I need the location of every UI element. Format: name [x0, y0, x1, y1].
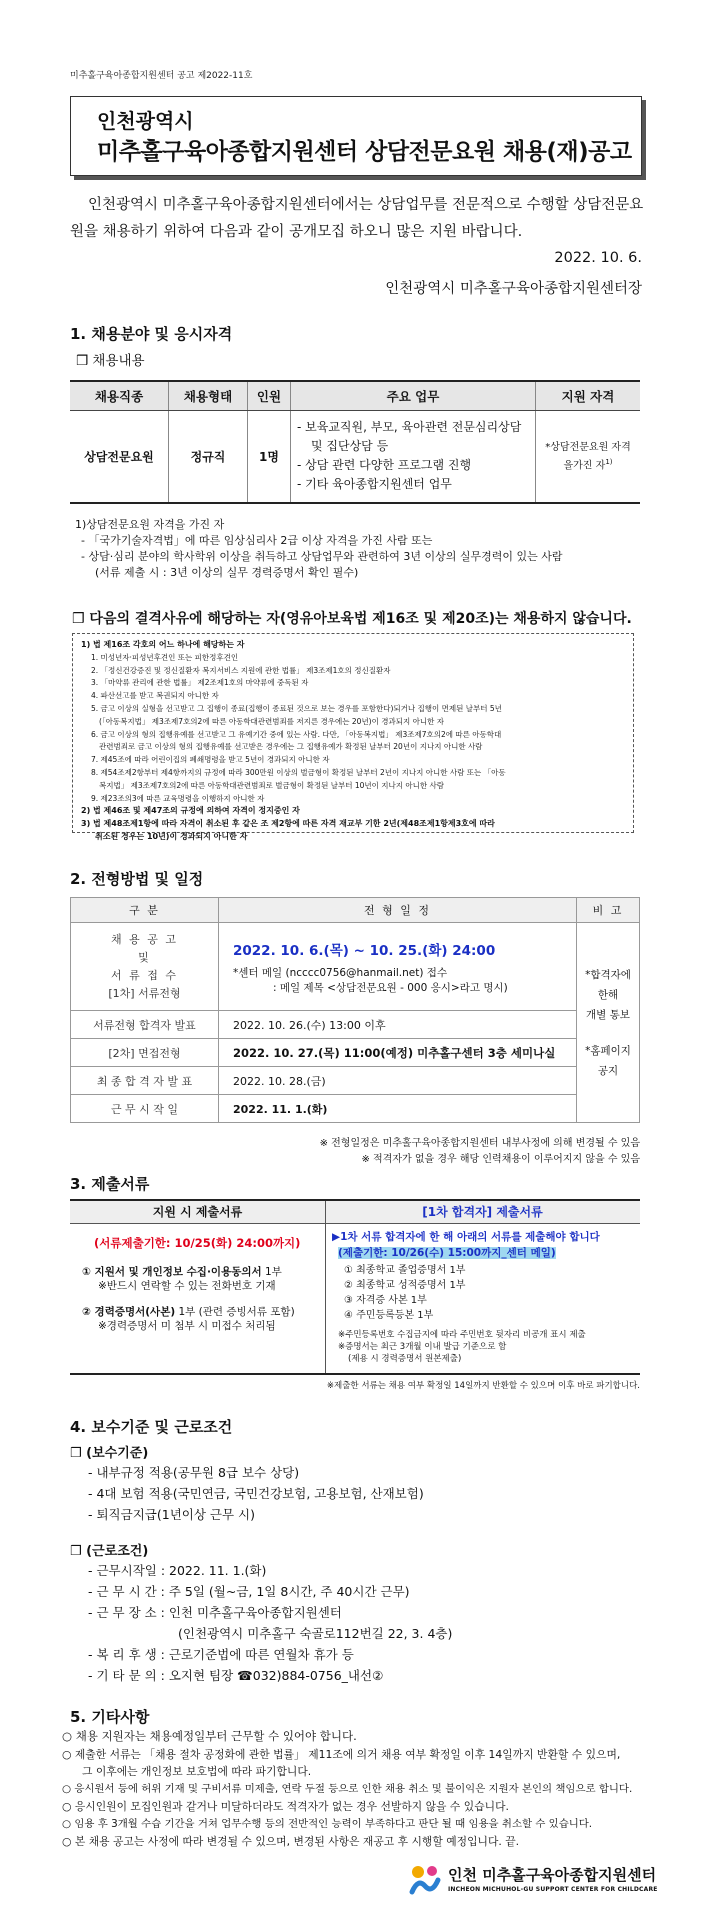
note-line: 1)상담전문요원 자격을 가진 자: [75, 518, 225, 531]
col-header: 비 고: [577, 898, 640, 923]
schedule-table: [70, 897, 640, 1123]
disq-line: 9. 제23조의3에 따른 교육명령을 이행하지 아니한 자: [91, 793, 265, 803]
duty-line: - 상담 관련 다양한 프로그램 진행: [297, 458, 472, 473]
disq-line: 3. 「마약류 관리에 관한 법률」 제2조제1호의 마약류에 중독된 자: [91, 678, 309, 688]
schedule-note: ※ 적격자가 없을 경우 해당 인력채용이 이루어지지 않을 수 있음: [361, 1154, 640, 1165]
disq-line: 복지법」 제3조제7호의2에 따른 아동학대관련범죄로 벌금형이 확정된 날부터 10년이 지나지 아니한 사람: [99, 780, 444, 790]
disq-line: 3) 법 제48조제1항에 따라 자격이 취소된 후 같은 조 제2항에 따른 자격 재교부 기한 2년(제48조제1항제3호에 따라: [81, 819, 495, 829]
schedule-application-period: 2022. 10. 6.(목) ~ 10. 25.(화) 24:00 *센터 메일 (ncccc0756@hanmail.net) 접수 : 메일 제목 <상담전문요원 - 000 응시>라고 명시): [219, 923, 577, 1011]
section1-title: 1. 채용분야 및 응시자격: [70, 325, 233, 343]
etc-item: ○ 임용 후 3개월 수습 기간을 거쳐 업무수행 등의 전반적인 능력이 부족하다고 판단 될 때 임용을 취소할 수 있습니다.: [62, 1817, 593, 1830]
duty-line: - 기타 육아종합지원센터 업무: [297, 477, 452, 492]
pay-list: [88, 1462, 424, 1525]
col-header: 주요 업무: [291, 381, 536, 411]
title-box: [70, 96, 642, 176]
doc-number: 미추홀구육아종합지원센터 공고 제2022-11호: [70, 71, 253, 81]
first-pass-notes: ※주민등록번호 수집금지에 따라 주민번호 뒷자리 비공개 표시 제출 ※증명서는 최근 3개월 이내 발급 기준으로 함 (제용 시 경력증명서 원본제출): [338, 1330, 586, 1364]
submission-deadline: (서류제출기한: 10/25(화) 24:00까지): [94, 1236, 301, 1250]
page-title: 미추홀구육아종합지원센터 상담전문요원 채용(재)공고: [97, 139, 632, 165]
work-item: - 근 무 장 소 : 인천 미추홀구육아종합지원센터: [88, 1605, 342, 1620]
title-line-1: 인천광역시: [97, 109, 194, 133]
schedule-label: 근 무 시 작 일: [71, 1095, 219, 1123]
disq-line: 6. 금고 이상의 형의 집행유예를 선고받고 그 유예기간 중에 있는 사람. 다만, 「아동복지법」 제3조제7호의2에 따른 아동학대: [91, 729, 502, 739]
work-item: - 근 무 시 간 : 주 5일 (월~금, 1일 8시간, 주 40시간 근무): [88, 1584, 410, 1599]
document-1: ① 지원서 및 개인정보 수집·이용동의서 1부 ※반드시 연락할 수 있는 전화번호 기재: [82, 1266, 282, 1292]
etc-item: ○ 본 채용 공고는 사정에 따라 변경될 수 있으며, 변경된 사항은 재공고 후 시행할 예정입니다. 끝.: [62, 1835, 520, 1848]
documents-footnote: ※제출한 서류는 채용 여부 확정일 14일까지 반환할 수 있으며 이후 바로 파기합니다.: [326, 1381, 640, 1391]
logo-icon: [408, 1862, 442, 1898]
col-header: 채용직종: [70, 381, 169, 411]
note-line: - 상담‧심리 분야의 학사학위 이상을 취득하고 상담업무와 관련하여 3년 이상의 실무경력이 있는 사람: [81, 550, 563, 563]
note-line: - 「국가기술자격법」에 따른 임상심리사 2급 이상 자격을 가진 사람 또는: [81, 534, 433, 547]
section2-title: 2. 전형방법 및 일정: [70, 870, 204, 888]
cell-duties: [291, 411, 536, 503]
pay-item: - 내부규정 적용(공무원 8급 보수 상당): [88, 1465, 300, 1480]
qualification-notes: [75, 517, 562, 581]
col-header: 채용형태: [169, 381, 248, 411]
logo-name: 인천 미추홀구육아종합지원센터: [448, 1866, 657, 1884]
disq-line: 1. 미성년자·피성년후견인 또는 피한정후견인: [91, 652, 239, 662]
cell-count: 1명: [248, 411, 291, 503]
work-item: (인천광역시 미추홀구 숙골로112번길 22, 3. 4층): [178, 1626, 453, 1641]
col-header: 구 분: [71, 898, 219, 923]
duty-line: - 보육교직원, 부모, 육아관련 전문심리상담: [297, 420, 522, 435]
disqualification-box: [72, 633, 634, 841]
section1-subtitle: ❒ 채용내용: [76, 353, 145, 369]
disq-line: 1) 법 제16조 각호의 어느 하나에 해당하는 자: [81, 640, 245, 649]
cell-qualification: *상담전문요원 자격을가진 자$^{1)}$: [536, 411, 641, 503]
pay-item: - 4대 보험 적용(국민연금, 국민건강보험, 고용보험, 산재보험): [88, 1486, 424, 1501]
etc-list: [62, 1728, 662, 1851]
document-2: ② 경력증명서(사본) 1부 (관련 증빙서류 포함) ※경력증명서 미 첨부 시 미접수 처리됨: [82, 1306, 295, 1332]
logo-english: INCHEON MICHUHOL-GU SUPPORT CENTER FOR CHILDCARE: [448, 1886, 658, 1893]
section5-title: 5. 기타사항: [70, 1708, 150, 1726]
schedule-value: 2022. 10. 28.(금): [219, 1067, 577, 1095]
work-title: ❒ (근로조건): [70, 1544, 149, 1559]
col-header: 지원 자격: [536, 381, 641, 411]
disq-line: 8. 제54조제2항부터 제4항까지의 규정에 따라 300만원 이상의 벌금형이 확정된 날부터 2년이 지나지 아니한 사람 또는 「아동: [91, 767, 506, 777]
section3-title: 3. 제출서류: [70, 1175, 150, 1193]
disqualification-title: ❒ 다음의 결격사유에 해당하는 자(영유아보육법 제16조 및 제20조)는 채용하지 않습니다.: [72, 611, 632, 627]
etc-item: ○ 채용 지원자는 채용예정일부터 근무할 수 있어야 합니다.: [62, 1729, 357, 1743]
disq-line: 2. 「정신건강증진 및 정신질환자 복지서비스 지원에 관한 법률」 제3조제1호의 정신질환자: [91, 665, 391, 675]
col-header: 인원: [248, 381, 291, 411]
duty-line: 및 집단상담 등: [311, 439, 389, 454]
pay-item: - 퇴직금지급(1년이상 근무 시): [88, 1507, 255, 1522]
center-logo: [408, 1862, 658, 1902]
disq-line: 취소된 경우는 10년)이 경과되지 아니한 자: [95, 831, 248, 841]
recruitment-table: [70, 380, 640, 504]
notice-date: 2022. 10. 6.: [554, 250, 642, 266]
disq-line: 7. 제45조에 따라 어린이집의 폐쇄명령을 받고 5년이 경과되지 아니한 자: [91, 755, 330, 765]
etc-item: ○ 제출한 서류는 「채용 절차 공정화에 관한 법률」 제11조에 의거 채용 여부 확정일 이후 14일까지 반환할 수 있으며,: [62, 1747, 621, 1761]
section4-title: 4. 보수기준 및 근로조건: [70, 1418, 233, 1436]
schedule-label: 최 종 합 격 자 발 표: [71, 1067, 219, 1095]
work-list: [88, 1560, 452, 1686]
first-pass-docs: ① 최종학교 졸업증명서 1부 ② 최종학교 성적증명서 1부 ③ 자격증 사본 1부 ④ 주민등록등본 1부: [344, 1265, 466, 1321]
documents-table: [70, 1199, 640, 1375]
first-pass-notice: ▶1차 서류 합격자에 한 해 아래의 서류를 제출해야 합니다: [332, 1231, 600, 1243]
schedule-label: [2차] 면접전형: [71, 1039, 219, 1067]
intro-text: 인천광역시 미추홀구육아종합지원센터에서는 상담업무를 전문적으로 수행할 상담전문요원을 채용하기 위하여 다음과 같이 공개모집 하오니 많은 지원 바랍니다.: [70, 197, 644, 240]
etc-item: ○ 응시인원이 모집인원과 같거나 미달하더라도 적격자가 없는 경우 선발하지 않을 수 있습니다.: [62, 1800, 509, 1813]
disq-line: 5. 금고 이상의 실형을 선고받고 그 집행이 종료(집행이 종료된 것으로 보는 경우를 포함한다)되거나 집행이 면제된 날부터 5년: [91, 703, 502, 713]
work-item: - 기 타 문 의 : 오지현 팀장 ☎032)884-0756_내선②: [88, 1668, 384, 1683]
schedule-value: 2022. 10. 26.(수) 13:00 이후: [219, 1011, 577, 1039]
left-header: 지원 시 제출서류: [70, 1201, 325, 1224]
first-pass-deadline: (제출기한: 10/26(수) 15:00까지_센터 메일): [338, 1247, 556, 1259]
disq-line: 2) 법 제46조 및 제47조의 규정에 의하여 자격이 정지중인 자: [81, 806, 300, 816]
cell-type: 정규직: [169, 411, 248, 503]
schedule-remarks: *합격자에 한해 개별 통보 *홈페이지 공지: [577, 923, 640, 1123]
schedule-label: 서류전형 합격자 발표: [71, 1011, 219, 1039]
etc-item: 그 이후에는 개인정보 보호법에 따라 파기합니다.: [82, 1765, 312, 1778]
schedule-value: 2022. 11. 1.(화): [219, 1095, 577, 1123]
pay-title: ❒ (보수기준): [70, 1446, 149, 1461]
work-item: - 복 리 후 생 : 근로기준법에 따른 연월차 휴가 등: [88, 1647, 354, 1662]
right-header: [1차 합격자] 제출서류: [325, 1201, 640, 1224]
schedule-value: 2022. 10. 27.(목) 11:00(예정) 미추홀구센터 3층 세미나실: [219, 1039, 577, 1067]
etc-item: ○ 응시원서 등에 허위 기재 및 구비서류 미제출, 연락 두절 등으로 인한 채용 취소 및 불이익은 지원자 본인의 책임으로 합니다.: [62, 1782, 633, 1795]
work-item: - 근무시작일 : 2022. 11. 1.(화): [88, 1563, 267, 1578]
disq-line: 관련범죄로 금고 이상의 형의 집행유예를 선고받은 경우에는 그 집행유예가 확정된 날부터 20년이 지나지 아니한 사람: [99, 742, 483, 752]
disq-line: 4. 파산선고를 받고 복권되지 아니한 자: [91, 691, 219, 701]
note-line: (서류 제출 시 : 3년 이상의 실무 경력증명서 확인 필수): [95, 566, 359, 579]
cell-job: 상담전문요원: [70, 411, 169, 503]
organization-head: 인천광역시 미추홀구육아종합지원센터장: [385, 281, 642, 297]
disq-line: (「아동복지법」 제3조제7호의2에 따른 아동학대관련범죄를 저지른 경우에는 20년)이 경과되지 아니한 자: [99, 716, 444, 726]
schedule-note: ※ 전형일정은 미추홀구육아종합지원센터 내부사정에 의해 변경될 수 있음: [319, 1138, 640, 1149]
col-header: 전 형 일 정: [219, 898, 577, 923]
schedule-label: 채 용 공 고 및 서 류 접 수 [1차] 서류전형: [71, 923, 219, 1011]
